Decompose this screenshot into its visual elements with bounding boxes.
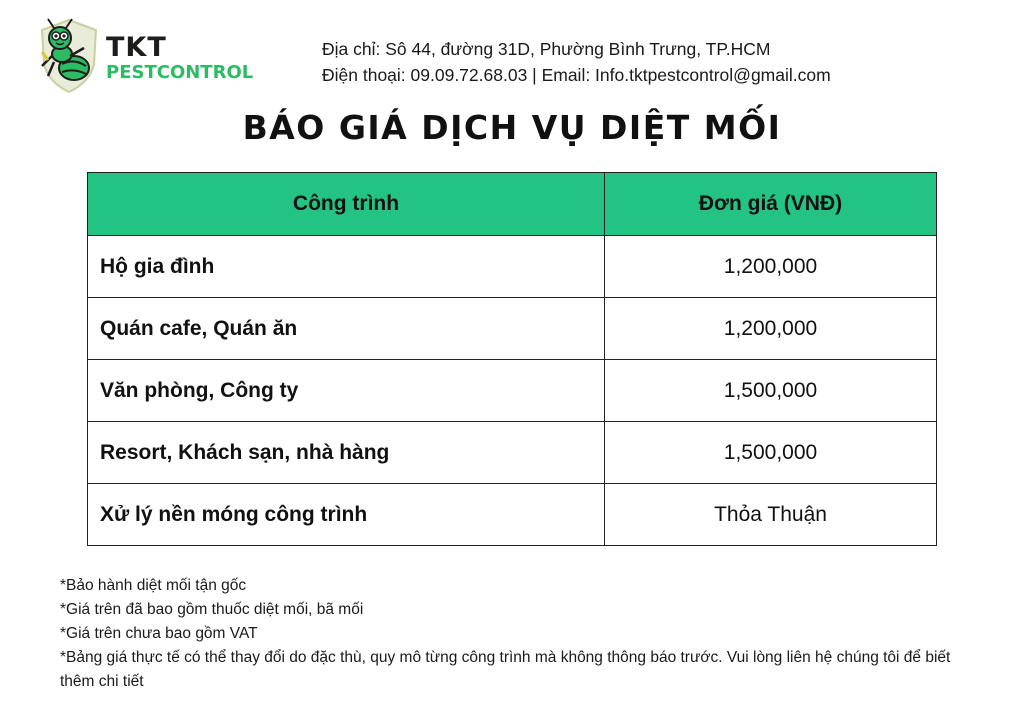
page-title: BÁO GIÁ DỊCH VỤ DIỆT MỐI	[242, 108, 782, 147]
brand-name-bottom: PESTCONTROL	[106, 62, 254, 83]
row-project-name: Văn phòng, Công ty	[88, 360, 605, 422]
row-price: 1,200,000	[605, 298, 937, 360]
row-project-name: Hộ gia đình	[88, 236, 605, 298]
notes-section	[60, 574, 970, 694]
column-header-project: Công trình	[88, 173, 605, 236]
note-includes: *Giá trên đã bao gồm thuốc diệt mối, bã mối	[60, 601, 364, 618]
column-header-price: Đơn giá (VNĐ)	[605, 173, 937, 236]
table-row	[88, 298, 937, 360]
row-price: 1,500,000	[605, 360, 937, 422]
table-header-row	[88, 173, 937, 236]
brand-name-top: TKT	[106, 32, 167, 63]
brand-logo	[34, 14, 254, 98]
row-project-name: Quán cafe, Quán ăn	[88, 298, 605, 360]
row-project-name: Resort, Khách sạn, nhà hàng	[88, 422, 605, 484]
note-disclaimer: *Bảng giá thực tế có thể thay đổi do đặc thù, quy mô từng công trình mà không thông báo trước. Vui lòng liên hệ chúng tôi để biết thêm chi tiết	[60, 649, 951, 690]
row-price: 1,200,000	[605, 236, 937, 298]
table-row	[88, 360, 937, 422]
contact-phone-email: Điện thoại: 09.09.72.68.03 | Email: Info.tktpestcontrol@gmail.com	[322, 65, 831, 85]
row-price: 1,500,000	[605, 422, 937, 484]
note-warranty: *Bảo hành diệt mối tận gốc	[60, 577, 247, 594]
price-table	[87, 172, 937, 546]
note-vat: *Giá trên chưa bao gồm VAT	[60, 625, 258, 642]
table-row	[88, 422, 937, 484]
row-price: Thỏa Thuận	[605, 484, 937, 546]
contact-info	[322, 36, 831, 88]
table-row	[88, 484, 937, 546]
row-project-name: Xử lý nền móng công trình	[88, 484, 605, 546]
contact-address: Địa chỉ: Sô 44, đường 31D, Phường Bình Trưng, TP.HCM	[322, 39, 771, 59]
ant-shield-logo-icon	[34, 16, 104, 96]
table-row	[88, 236, 937, 298]
